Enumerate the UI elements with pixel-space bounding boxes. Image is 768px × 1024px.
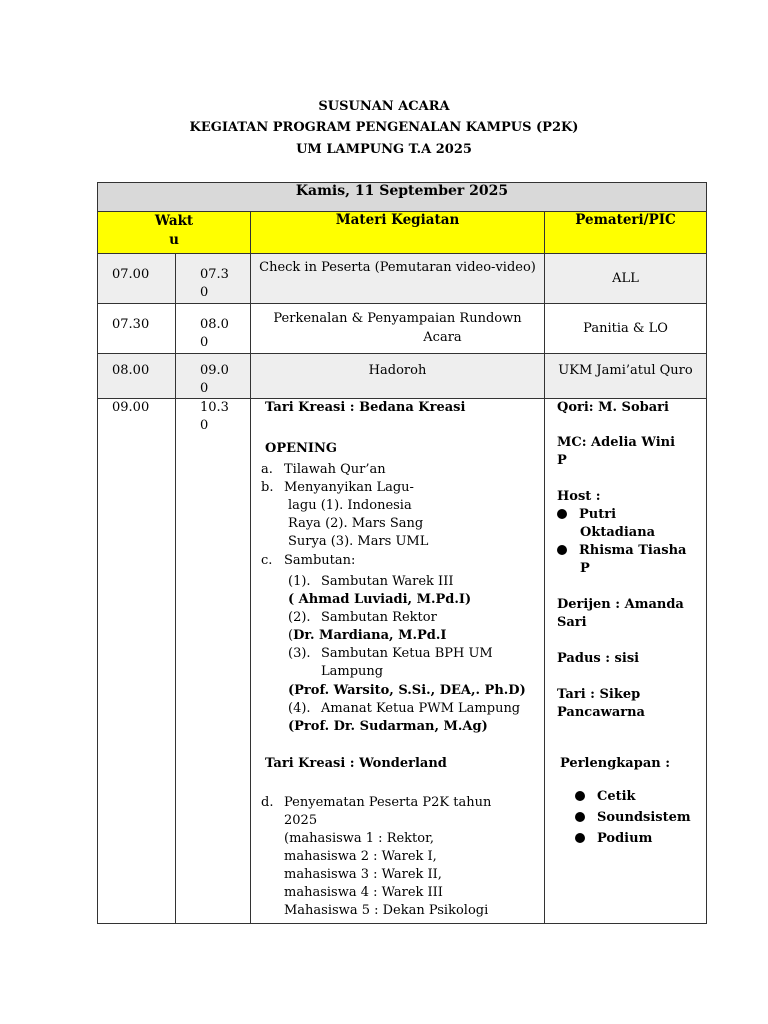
item-c-text: Sambutan: xyxy=(284,553,356,568)
item-d-line-4: mahasiswa 2 : Warek I, xyxy=(284,849,437,864)
perlengkapan-item xyxy=(575,809,691,827)
perlengkapan-item-label: Cetik xyxy=(597,789,636,804)
pic-tari-line-1: Tari : Sikep xyxy=(557,687,641,702)
perlengkapan-item xyxy=(575,830,652,848)
materi-cell: Hadoroh xyxy=(251,354,545,399)
item-d-line-1: Penyematan Peserta P2K tahun xyxy=(284,795,492,810)
item-d-line-3: (mahasiswa 1 : Rektor, xyxy=(284,831,435,846)
time-end-line-1: 09.0 xyxy=(200,363,229,378)
col-header-waktu xyxy=(98,212,251,254)
perlengkapan-item-label: Soundsistem xyxy=(597,810,691,825)
materi-cell-opening xyxy=(251,399,545,924)
pic-cell: ALL xyxy=(545,254,707,304)
time-end-line-1: 10.3 xyxy=(200,400,229,415)
pic-qori: Qori: M. Sobari xyxy=(557,400,669,415)
sambutan-1-number: (1). xyxy=(288,574,311,589)
sambutan-4-number: (4). xyxy=(288,701,311,716)
day-label: Kamis, 11 September 2025 xyxy=(98,183,707,212)
item-b-line-1: Menyanyikan Lagu- xyxy=(284,480,414,495)
time-start: 08.00 xyxy=(98,354,176,399)
item-c-marker: c. xyxy=(261,553,273,568)
pic-host-2 xyxy=(557,542,686,560)
sambutan-2-name-paren: ( xyxy=(288,628,294,643)
time-end-line-2: 0 xyxy=(200,285,209,300)
time-end xyxy=(176,354,251,399)
opening-heading: OPENING xyxy=(265,441,337,456)
item-d-line-2: 2025 xyxy=(284,813,318,828)
sambutan-1-name: ( Ahmad Luviadi, M.Pd.I) xyxy=(288,592,472,607)
item-d-line-5: mahasiswa 3 : Warek II, xyxy=(284,867,442,882)
pic-perlengkapan-label: Perlengkapan : xyxy=(560,756,671,771)
time-end-line-2: 0 xyxy=(200,381,209,396)
pic-cell-opening xyxy=(545,399,707,924)
materi-line-2: Acara xyxy=(423,330,462,345)
pic-cell: UKM Jami’atul Quro xyxy=(545,354,707,399)
materi-line-1: Perkenalan & Penyampaian Rundown xyxy=(273,311,522,326)
sambutan-2-number: (2). xyxy=(288,610,311,625)
pic-padus: Padus : sisi xyxy=(557,651,640,666)
item-a-text: Tilawah Qur’an xyxy=(284,462,386,477)
time-end xyxy=(176,254,251,304)
pic-host-2-line-2: P xyxy=(580,561,590,576)
time-end-line-1: 07.3 xyxy=(200,267,229,282)
table-row xyxy=(98,354,707,399)
pic-mc-line-1: MC: Adelia Wini xyxy=(557,435,676,450)
time-start: 07.00 xyxy=(98,254,176,304)
col-header-waktu-line-2: u xyxy=(169,232,179,248)
sambutan-3-text: Sambutan Ketua BPH UM xyxy=(321,646,493,661)
bullet-icon xyxy=(575,833,585,843)
item-b-marker: b. xyxy=(261,480,274,495)
sambutan-2-name-text: Dr. Mardiana, M.Pd.I xyxy=(293,628,447,643)
pic-tari-line-2: Pancawarna xyxy=(557,705,645,720)
bullet-icon xyxy=(575,791,585,801)
item-a-marker: a. xyxy=(261,462,273,477)
pic-derijen-line-2: Sari xyxy=(557,615,587,630)
item-b-line-4: Surya (3). Mars UML xyxy=(288,534,429,549)
pic-host-1 xyxy=(557,506,616,524)
sambutan-4-text: Amanat Ketua PWM Lampung xyxy=(321,701,521,716)
item-d-line-7: Mahasiswa 5 : Dekan Psikologi xyxy=(284,903,489,918)
perlengkapan-item xyxy=(575,788,636,806)
tari-kreasi-1: Tari Kreasi : Bedana Kreasi xyxy=(265,400,466,415)
schedule-table xyxy=(97,182,707,924)
doc-title-line-2: KEGIATAN PROGRAM PENGENALAN KAMPUS (P2K) xyxy=(189,120,579,135)
pic-host-label: Host : xyxy=(557,489,601,504)
pic-host-1-line-2: Oktadiana xyxy=(580,525,656,540)
pic-derijen-line-1: Derijen : Amanda xyxy=(557,597,684,612)
col-header-waktu-line-1: Wakt xyxy=(154,213,194,229)
col-header-materi: Materi Kegiatan xyxy=(251,212,545,254)
materi-cell xyxy=(251,304,545,354)
sambutan-3-number: (3). xyxy=(288,646,311,661)
table-row-opening xyxy=(98,399,707,924)
sambutan-3-text-2: Lampung xyxy=(321,664,384,679)
bullet-icon xyxy=(557,509,567,519)
sambutan-1-text: Sambutan Warek III xyxy=(321,574,454,589)
doc-title-line-3: UM LAMPUNG T.A 2025 xyxy=(296,142,472,157)
sambutan-4-name: (Prof. Dr. Sudarman, M.Ag) xyxy=(288,719,488,734)
bullet-icon xyxy=(575,812,585,822)
item-d-line-6: mahasiswa 4 : Warek III xyxy=(284,885,443,900)
item-d-marker: d. xyxy=(261,795,274,810)
pic-host-2-line-1: Rhisma Tiasha xyxy=(579,543,687,558)
tari-kreasi-2: Tari Kreasi : Wonderland xyxy=(265,756,447,771)
time-end xyxy=(176,399,251,924)
item-b-line-2: lagu (1). Indonesia xyxy=(288,498,412,513)
sambutan-2-text: Sambutan Rektor xyxy=(321,610,437,625)
perlengkapan-item-label: Podium xyxy=(597,831,653,846)
time-end-line-2: 0 xyxy=(200,418,209,433)
time-start: 09.00 xyxy=(98,399,176,924)
pic-cell: Panitia & LO xyxy=(545,304,707,354)
sambutan-2-name xyxy=(288,627,447,645)
col-header-pic: Pemateri/PIC xyxy=(545,212,707,254)
time-end-line-1: 08.0 xyxy=(200,317,229,332)
pic-host-1-line-1: Putri xyxy=(579,507,617,522)
doc-title-line-1: SUSUNAN ACARA xyxy=(318,99,450,114)
table-row xyxy=(98,254,707,304)
pic-mc-line-2: P xyxy=(557,453,567,468)
time-start: 07.30 xyxy=(98,304,176,354)
time-end-line-2: 0 xyxy=(200,335,209,350)
materi-cell: Check in Peserta (Pemutaran video-video) xyxy=(251,254,545,304)
header-row xyxy=(98,212,707,254)
time-end xyxy=(176,304,251,354)
sambutan-3-name: (Prof. Warsito, S.Si., DEA,. Ph.D) xyxy=(288,683,526,698)
day-row xyxy=(98,183,707,212)
table-row xyxy=(98,304,707,354)
bullet-icon xyxy=(557,545,567,555)
item-b-line-3: Raya (2). Mars Sang xyxy=(288,516,424,531)
